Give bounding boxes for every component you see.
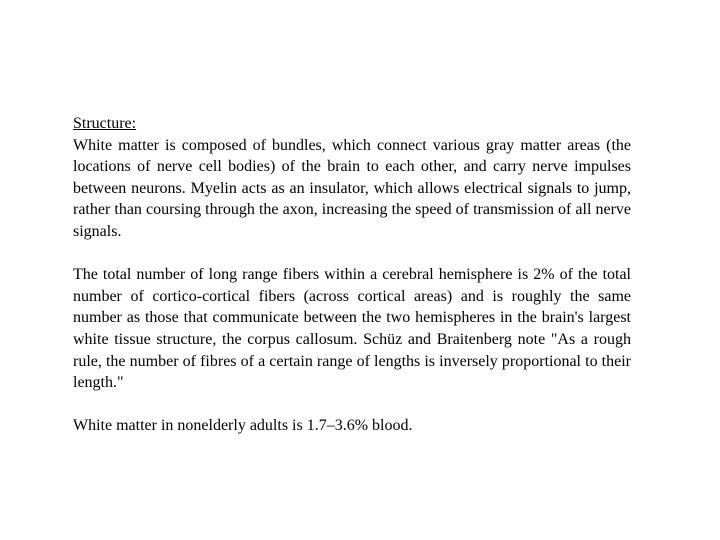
section-heading: Structure:: [73, 115, 137, 132]
paragraph-fibers: The total number of long range fibers within a cerebral hemisphere is 2% of the total number of cortico-cortical fibers (across cortical areas) and is roughly the same number as those that communicate between the two hemispheres in the brain's largest white tissue structure, the corpus callosum. Schüz and Braitenberg note "As a rough rule, the number of fibres of a certain range of lengths is inversely proportional to their length.": [73, 266, 631, 392]
paragraph-structure: White matter is composed of bundles, which connect various gray matter areas (the locations of nerve cell bodies) of the brain to each other, and carry nerve impulses between neurons. Myelin acts as an insulator, which allows electrical signals to jump, rather than coursing through the axon, increasing the speed of transmission of all nerve signals.: [73, 136, 631, 240]
paragraph-spacer: [73, 243, 631, 265]
paragraph-spacer: [73, 394, 631, 416]
paragraph-blood: White matter in nonelderly adults is 1.7–3.6% blood.: [73, 417, 413, 435]
text-body: [73, 113, 631, 437]
